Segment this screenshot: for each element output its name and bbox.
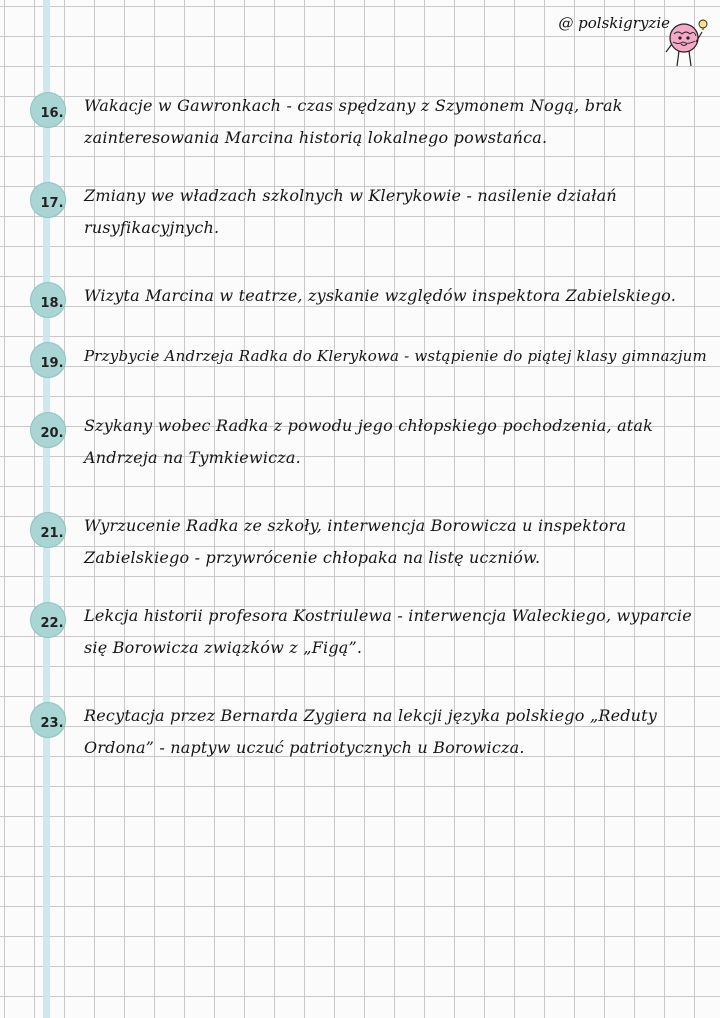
item-text: Wizyta Marcina w teatrze, zyskanie względów inspektora Zabielskiego. — [84, 286, 676, 305]
author-handle: @ polskigryzie — [558, 14, 670, 32]
list-item — [30, 412, 710, 476]
item-number-badge: 16. — [30, 92, 66, 128]
list-item — [30, 602, 710, 666]
item-number-badge: 21. — [30, 512, 66, 548]
list-item — [30, 92, 710, 156]
list-item — [30, 512, 710, 576]
item-text: Lekcja historii profesora Kostriulewa - interwencja Waleckiego, wyparcie się Borowicza związków z „Figą”. — [84, 606, 692, 657]
item-number-badge: 17. — [30, 182, 66, 218]
item-number-badge: 22. — [30, 602, 66, 638]
item-text: Przybycie Andrzeja Radka do Klerykowa - wstąpienie do piątej klasy gimnazjum — [84, 347, 707, 365]
list-item — [30, 182, 710, 246]
list-item — [30, 342, 710, 376]
item-text: Recytacja przez Bernarda Zygiera na lekcji języka polskiego „Reduty Ordona” - naptyw uczuć patriotycznych u Borowicza. — [84, 706, 658, 757]
item-number-badge: 18. — [30, 282, 66, 318]
item-text: Wyrzucenie Radka ze szkoły, interwencja Borowicza u inspektora Zabielskiego - przywrócenie chłopaka na listę uczniów. — [84, 516, 627, 567]
item-number-badge: 19. — [30, 342, 66, 378]
item-number-badge: 20. — [30, 412, 66, 448]
list-item — [30, 702, 710, 766]
item-text: Szykany wobec Radka z powodu jego chłopskiego pochodzenia, atak Andrzeja na Tymkiewicza. — [84, 416, 654, 467]
brain-mascot-icon — [662, 18, 708, 74]
list-item — [30, 282, 710, 316]
item-number-badge: 23. — [30, 702, 66, 738]
item-text: Wakacje w Gawronkach - czas spędzany z Szymonem Nogą, brak zainteresowania Marcina historią lokalnego powstańca. — [84, 96, 623, 147]
item-text: Zmiany we władzach szkolnych w Klerykowie - nasilenie działań rusyfikacyjnych. — [84, 186, 617, 237]
